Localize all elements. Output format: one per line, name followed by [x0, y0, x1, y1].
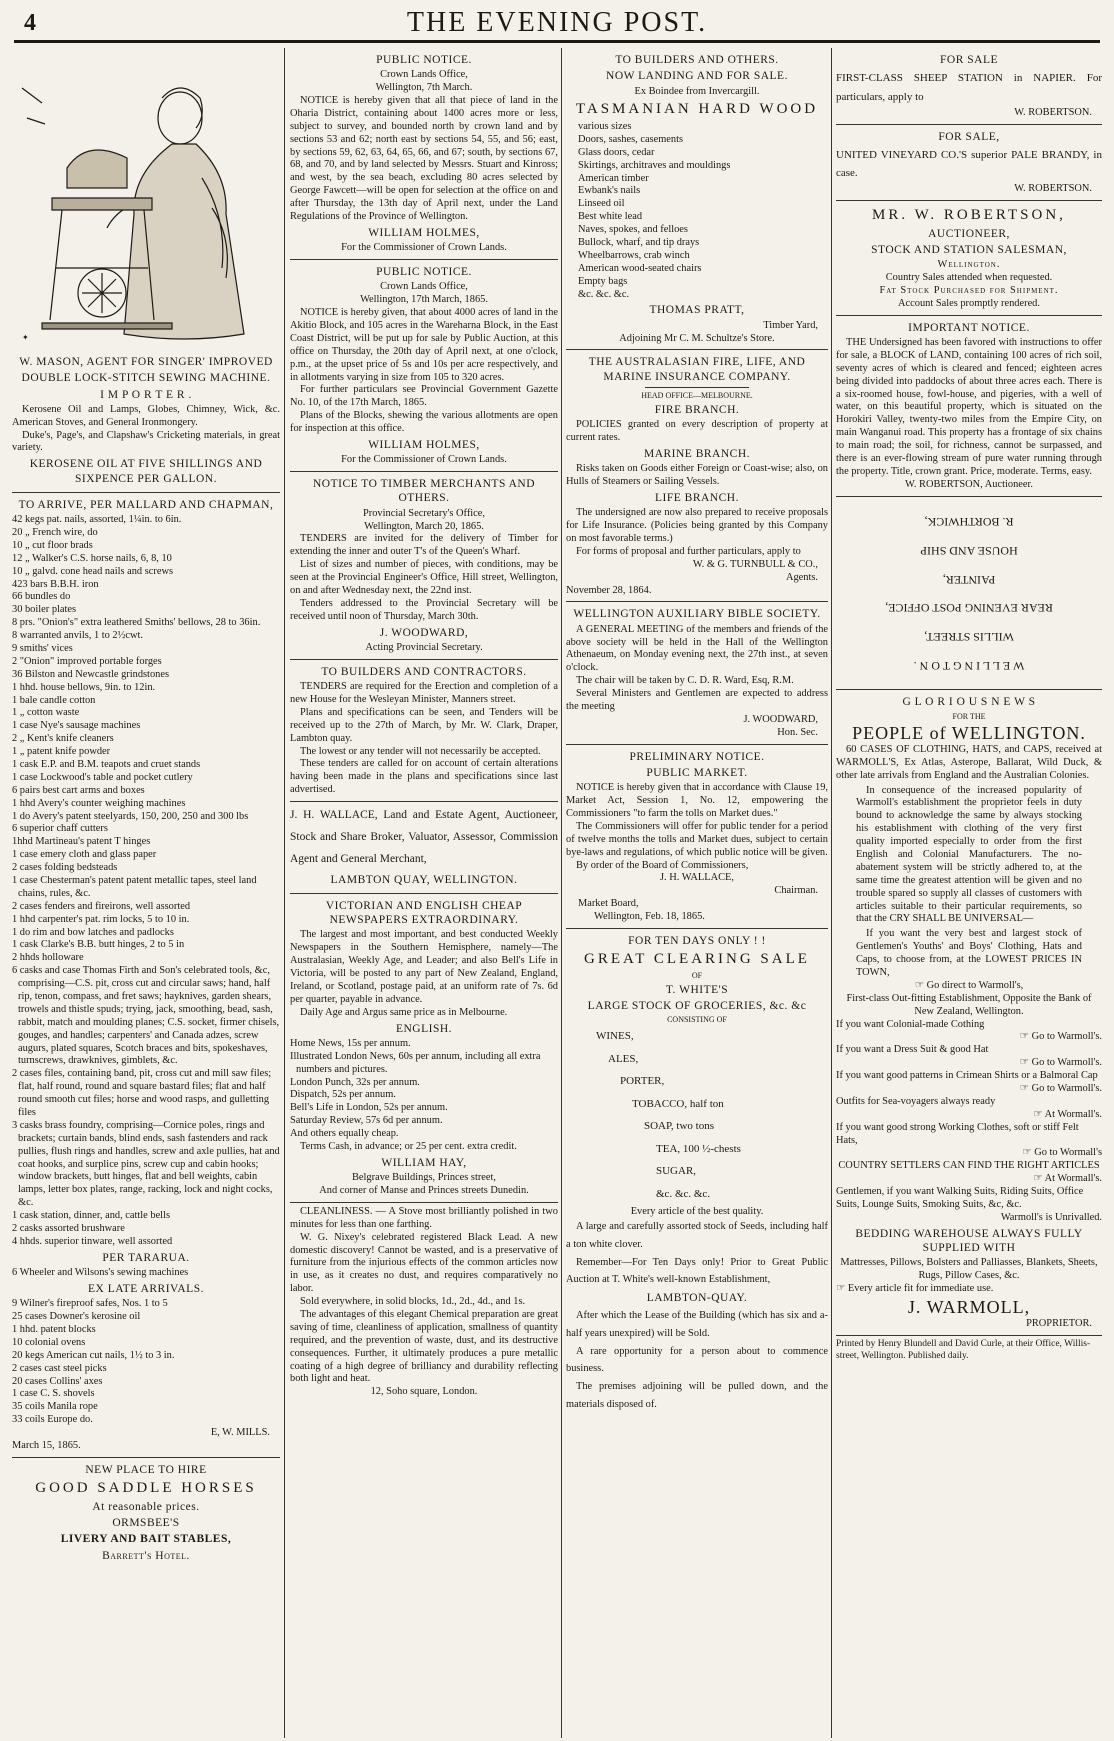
- newspapers-item-list: [290, 1038, 558, 1141]
- mills-item-list-3: [12, 1298, 280, 1427]
- mills-item: 35 coils Manila rope: [12, 1401, 98, 1413]
- separator: [645, 387, 750, 388]
- pratt-item: Wheelbarrows, crab winch: [578, 249, 690, 261]
- white-big: GREAT CLEARING SALE: [584, 951, 810, 968]
- white-head: FOR TEN DAYS ONLY ! !: [628, 935, 766, 947]
- sewing-machine-engraving: [12, 48, 280, 346]
- pratt-item: various sizes: [578, 120, 632, 132]
- borthwick-line: R. BORTHWICK,: [924, 514, 1014, 529]
- pratt-item: Doors, sashes, casements: [578, 133, 684, 145]
- mills-item: 1 do Avery's patent steelyards, 150, 200, 250 and 300 lbs: [12, 810, 249, 822]
- warmoll-body-3: If you want the very best and largest stock of Gentlemen's Youths' and Boys' Clothing, Hats and Caps, to choose from, at the LOWEST PRICES IN TOWN,: [856, 928, 1082, 979]
- mills-item: 2 „ Kent's knife cleaners: [12, 733, 114, 745]
- ad-wallace: [290, 802, 558, 894]
- notice2-head: PUBLIC NOTICE.: [376, 266, 472, 279]
- market-place: Market Board,: [578, 898, 639, 910]
- mills-item: 1 case Lockwood's table and pocket cutlery: [12, 771, 193, 783]
- robertson-body-3: Account Sales promptly rendered.: [898, 297, 1040, 309]
- sale2-signature: W. ROBERTSON.: [1014, 183, 1092, 195]
- market-sub: PUBLIC MARKET.: [646, 766, 748, 779]
- borthwick-line: WILLIS STREET,: [924, 629, 1014, 644]
- newspapers-body-2: Daily Age and Argus same price as in Melbourne.: [300, 1006, 508, 1018]
- builders-body-4: These tenders are called for on account of certain alterations having been made in the plans and specifications since last advertised.: [290, 758, 558, 796]
- mills-item: 36 Bilston and Newcastle grindstones: [12, 668, 169, 680]
- pratt-item: Skirtings, architraves and mouldings: [578, 159, 731, 171]
- mills-item: 20 kegs American cut nails, 1½ to 3 in.: [12, 1349, 175, 1361]
- notice2-signature-title: For the Commissioner of Crown Lands.: [341, 454, 507, 466]
- newspapers-address-2: And corner of Manse and Princes streets Dunedin.: [319, 1185, 529, 1196]
- mills-item: 1 hhd. house bellows, 9in. to 12in.: [12, 681, 156, 693]
- mills-item: 9 Wilner's fireproof safes, Nos. 1 to 5: [12, 1298, 168, 1310]
- mills-item: 6 Wheeler and Wilsons's sewing machines: [12, 1267, 189, 1279]
- pratt-item-list: [566, 121, 828, 301]
- cleanliness-body: CLEANLINESS. — A Stove most brilliantly polished in two minutes for less than one farthing.: [290, 1205, 558, 1230]
- mills-item: 1 hhd. patent blocks: [12, 1324, 96, 1335]
- pratt-item: Ewbank's nails: [578, 185, 641, 197]
- insurance-signature-title: Agents.: [785, 571, 818, 583]
- ad-stables: [12, 1458, 280, 1569]
- pratt-sub: NOW LANDING AND FOR SALE.: [606, 70, 788, 83]
- warmoll-go-6: ☞ Go to Wormall's: [836, 1147, 1102, 1160]
- insurance-body: POLICIES granted on every description of property at current rates.: [566, 419, 828, 444]
- cleanliness-body-3: Sold everywhere, in solid blocks, 1d., 2d., 4d., and 1s.: [300, 1296, 526, 1308]
- warmoll-go-4: ☞ Go to Warmoll's.: [836, 1083, 1102, 1096]
- mills-item-list-2: [12, 1267, 280, 1280]
- ad-sale-sheep-station: [836, 48, 1102, 125]
- white-sub: LARGE STOCK OF GROCERIES, &c. &c: [587, 1000, 807, 1012]
- stables-tag: LIVERY AND BAIT STABLES,: [60, 1533, 232, 1546]
- insurance-date: November 28, 1864.: [566, 584, 652, 596]
- warmoll-signature: J. WARMOLL,: [907, 1297, 1031, 1317]
- column-rule: [284, 48, 285, 1738]
- mills-item: 2 cases folding bedsteads: [12, 862, 118, 874]
- market-body-2: The Commissioners will offer for public tender for a period of twelve months the tolls and Market dues, subject to certain bye-laws and regulations, of which public notice will be given.: [566, 820, 828, 858]
- warmoll-go-3: ☞ Go to Warmoll's.: [836, 1057, 1102, 1070]
- sewing-machine-illustration: [12, 48, 280, 346]
- mills-item: 2 casks assorted brushware: [12, 1223, 125, 1235]
- builders-body: TENDERS are required for the Erection and completion of a new House for the Wesleyan Minister, Manners street.: [290, 681, 558, 705]
- builders-body-3: The lowest or any tender will not necessarily be accepted.: [300, 745, 541, 757]
- stables-big: GOOD SADDLE HORSES: [35, 1480, 257, 1497]
- mills-item: 8 warranted anvils, 1 to 2½cwt.: [12, 630, 144, 642]
- pratt-signature: THOMAS PRATT,: [649, 304, 745, 317]
- white-item: ALES,: [608, 1052, 639, 1065]
- warmoll-go-7: ☞ At Wormall's.: [836, 1173, 1102, 1186]
- mills-item: 10 „ galvd. cone head nails and screws: [12, 565, 173, 577]
- notice1-date: Wellington, 7th March.: [375, 82, 473, 94]
- mills-item: 6 superior chaff cutters: [12, 823, 108, 835]
- white-body-3: Remember—For Ten Days only! Prior to Great Public Auction at T. White's well-known Establishment,: [566, 1256, 828, 1286]
- newspapers-item: Saturday Review, 57s 6d per annum.: [290, 1115, 443, 1127]
- important-head: IMPORTANT NOTICE.: [908, 321, 1030, 334]
- insurance-marine: MARINE BRANCH.: [643, 447, 751, 460]
- sale2-body: UNITED VINEYARD CO.'S superior PALE BRANDY, in case.: [836, 148, 1102, 180]
- engraver-mark: ✦: [22, 333, 29, 342]
- pratt-item: Empty bags: [578, 275, 628, 287]
- mills-item: 12 „ Walker's C.S. horse nails, 6, 8, 10: [12, 552, 172, 564]
- pratt-big: TASMANIAN HARD WOOD: [575, 101, 819, 118]
- stables-head: NEW PLACE TO HIRE: [85, 1463, 207, 1476]
- warmoll-body-10: COUNTRY SETTLERS CAN FIND THE RIGHT ARTICLES: [838, 1160, 1100, 1172]
- market-signature-title: Chairman.: [774, 885, 818, 897]
- mills-signature: E, W. MILLS.: [210, 1427, 270, 1439]
- mills-item: 1 cask station, dinner, and, cattle bells: [12, 1210, 170, 1222]
- timber-office: Provincial Secretary's Office,: [363, 507, 485, 519]
- sale1-head: FOR SALE: [940, 54, 998, 66]
- insurance-signature: W. & G. TURNBULL & CO.,: [692, 558, 818, 570]
- warmoll-go-5: ☞ At Wormall's.: [836, 1109, 1102, 1122]
- borthwick-line: W E L L I N G T O N .: [913, 658, 1025, 673]
- ad-sale-brandy: [836, 125, 1102, 202]
- mills-date: March 15, 1865.: [12, 1440, 81, 1452]
- ad-timber: [290, 472, 558, 660]
- ad-cleanliness: [290, 1203, 558, 1403]
- bible-body: A GENERAL MEETING of the members and friends of the above society will be held in the Hall of the Wellington Athenaeum, on Monday evening next, the 27th inst., at seven o'clock.: [566, 623, 828, 674]
- robertson-body: Country Sales attended when requested.: [885, 272, 1053, 284]
- warmoll-big: PEOPLE of WELLINGTON.: [852, 722, 1086, 743]
- newspapers-item: Illustrated London News, 60s per annum, including all extra numbers and pictures.: [290, 1050, 541, 1075]
- market-date: Wellington, Feb. 18, 1865.: [594, 911, 705, 923]
- pratt-signature-title: Timber Yard,: [763, 319, 818, 331]
- ad-robertson: [836, 201, 1102, 316]
- pratt-item: American timber: [578, 172, 649, 184]
- notice1-signature-title: For the Commissioner of Crown Lands.: [341, 242, 507, 254]
- white-item: SUGAR,: [656, 1165, 697, 1178]
- mills-sub-tararua: PER TARARUA.: [102, 1251, 190, 1264]
- mills-item: 9 smiths' vices: [12, 642, 73, 654]
- warmoll-body-12: Warmoll's is Unrivalled.: [1000, 1211, 1102, 1223]
- white-body: Every article of the best quality.: [630, 1205, 764, 1217]
- timber-date: Wellington, March 20, 1865.: [364, 520, 484, 532]
- mills-item: 1 case Nye's sausage machines: [12, 720, 141, 732]
- notice1-body: NOTICE is hereby given that all that piece of land in the Oharia District, containing about 1400 acres more or less, subject to survey, and bounded north by crown land and by sections 53 and 62; north east by sections 54, 55, and 56; east, by sections 59, 62, 63, 64, 65, 66, and 67; south, by sections 67, 68, and 70, and by land selected by Messrs. Stuart and Kinross; and west, by the sea beach, excluding 80 acres selected by George Fawcett—will be open for selection at the office on and after Thursday, the 13th day of April next, under the Land Regulations of the Province of Wellington.: [290, 95, 558, 223]
- newspapers-item: Bell's Life in London, 52s per annum.: [290, 1102, 448, 1114]
- ad-important-notice: [836, 316, 1102, 497]
- mills-item-list: [12, 514, 280, 1249]
- wallace-place: LAMBTON QUAY, WELLINGTON.: [330, 873, 518, 886]
- mills-item: 423 bars B.B.H. iron: [12, 578, 99, 590]
- mills-item: 1 case emery cloth and glass paper: [12, 849, 157, 861]
- warmoll-body-5: If you want Colonial-made Cothing: [836, 1018, 985, 1030]
- mills-item: 42 kegs pat. nails, assorted, 1¼in. to 6in.: [12, 514, 182, 526]
- newspapers-item: And others equally cheap.: [290, 1128, 399, 1140]
- borthwick-inverted-text: [836, 507, 1102, 680]
- notice2-date: Wellington, 17th March, 1865.: [360, 294, 488, 306]
- ad-pratt: [566, 48, 828, 350]
- white-item: TEA, 100 ½-chests: [656, 1142, 741, 1155]
- mills-item: 8 prs. "Onion's" extra leathered Smiths' bellows, 28 to 36in.: [12, 617, 261, 629]
- builders-head: TO BUILDERS AND CONTRACTORS.: [321, 665, 527, 678]
- insurance-body-2: Risks taken on Goods either Foreign or Coast-wise; also, on Hulls of Steamers or Sailing Vessels.: [566, 463, 828, 488]
- notice2-body: NOTICE is hereby given, that about 4000 acres of land in the Akitio Block, and 105 acres in the Wareharna Block, in the East Coast District, will be put up for sale by Public Auction, at this office on Thursday, the 20th day of April next, at one o'clock, p.m., at the upset price of 5s and 10s per acre respectively, and in allotments varying in size from 105 to 320 acres.: [290, 307, 558, 383]
- bible-signature-title: Hon. Sec.: [777, 726, 818, 738]
- white-item: WINES,: [596, 1030, 634, 1043]
- mills-sub-arrivals: EX LATE ARRIVALS.: [88, 1282, 204, 1295]
- mills-item: 10 colonial ovens: [12, 1336, 86, 1348]
- mills-item: 1 bale candle cotton: [12, 694, 96, 706]
- warmoll-body-7: If you want good patterns in Crimean Shirts or a Balmoral Cap: [836, 1070, 1098, 1082]
- warmoll-head: G L O R I O U S N E W S: [902, 696, 1036, 709]
- mason-body: Kerosene Oil and Lamps, Globes, Chimney, Wick, &c. American Stoves, and General Ironmongery.: [12, 403, 280, 428]
- notice1-office: Crown Lands Office,: [380, 69, 468, 81]
- insurance-life: LIFE BRANCH.: [655, 491, 739, 504]
- masthead: [14, 6, 1100, 43]
- mills-item: 10 „ cut floor brads: [12, 539, 93, 551]
- white-item: TOBACCO, half ton: [632, 1097, 724, 1110]
- pratt-item: &c. &c. &c.: [578, 288, 630, 300]
- white-item: PORTER,: [620, 1075, 665, 1088]
- newspapers-body: The largest and most important, and best conducted Weekly Newspapers in the Southern Hemisphere, namely—The Australasian, Weekly Age, and Leader; and also Bell's Life in Victoria, will be posted to any part of New Zealand, England, Ireland, or Scotland, postage paid, at an uniform rate of 7s. 6d per quarter, payable in advance.: [290, 929, 558, 1005]
- white-of: OF: [691, 970, 703, 980]
- white-consisting: CONSISTING OF: [667, 1015, 727, 1025]
- bible-body-2: The chair will be taken by C. D. R. Ward, Esq, R.M.: [576, 675, 794, 687]
- warmoll-body-9: If you want good strong Working Clothes, soft or stiff Felt Hats,: [836, 1121, 1079, 1146]
- insurance-body-3: The undersigned are now also prepared to receive proposals for Life Insurance. (Policies being granted by this Company on most favorable terms.): [566, 507, 828, 544]
- notice1-head: PUBLIC NOTICE.: [376, 54, 472, 66]
- mills-item: 1 hhd carpenter's pat. rim locks, 5 to 10 in.: [12, 913, 190, 925]
- imprint: [836, 1336, 1102, 1367]
- timber-body-3: Tenders addressed to the Provincial Secretary will be received until noon of Thursday, March 30th.: [290, 597, 558, 622]
- timber-head: NOTICE TO TIMBER MERCHANTS AND OTHERS.: [312, 478, 536, 505]
- mills-item: 3 casks brass foundry, comprising—Cornice poles, rings and brackets; curtain bands, blind ends, sash fastenders and rack pullies, flush rings and handles, screw and axle pullies, hat and coat hooks, and surplice pins, screw cup and cabin hooks; window brackets, butt hinges, flat and bell weights, cabin lamps, letter box plates, range, racking, lock and night cocks, &c.: [12, 1119, 280, 1209]
- robertson-sub: AUCTIONEER,: [928, 227, 1010, 240]
- pratt-item: Linseed oil: [578, 198, 625, 210]
- mills-item: 1 „ cotton waste: [12, 707, 80, 719]
- column-rule: [561, 48, 562, 1738]
- mills-item: 1 case Chesterman's patent patent metallic tapes, steel land chains, rules, &c.: [12, 875, 257, 899]
- newspaper-title: THE EVENING POST.: [406, 7, 708, 38]
- mills-item: 1 cask Clarke's B.B. butt hinges, 2 to 5 in: [12, 939, 185, 951]
- white-item: &c. &c. &c.: [656, 1187, 711, 1200]
- pratt-item: Best white lead: [578, 211, 643, 223]
- market-body-3: By order of the Board of Commissioners,: [576, 859, 749, 871]
- insurance-office: HEAD OFFICE—MELBOURNE.: [641, 390, 753, 400]
- borthwick-line: HOUSE AND SHIP: [920, 543, 1018, 558]
- warmoll-go-1: ☞ Go direct to Warmoll's,: [836, 980, 1102, 993]
- newspapers-sub: ENGLISH.: [395, 1022, 453, 1035]
- ad-public-notice-1: [290, 48, 558, 260]
- ad-mason: [12, 350, 280, 493]
- mills-item: 2 cases cast steel picks: [12, 1362, 107, 1374]
- mills-item: 6 casks and case Thomas Firth and Son's celebrated tools, &c, comprising—C.S. pit, cross cut and circular saws; hand, half rip, tenon, compass, and fret saws; hayknives, garden shears, trowels and thistle spuds; trying, jack, smoothing, bead, sash, rabbit, match and moulding planes; C.S. socket, firmer chisels, gouges, and handles; carpenters' and Canada adzes, screw augurs, plated squares, Scotch braces and bits, spokeshaves, turnscrews, drawknives, gimblets, &c.: [12, 965, 280, 1067]
- mills-item: 1hhd Martineau's patent T hinges: [12, 836, 151, 848]
- ad-insurance: [566, 350, 828, 602]
- cleanliness-body-4: The advantages of this elegant Chemical preparation are great saving of time, cleanliness of application, smallness of quantity required, and the prevention of waste, dust, and its destructive consequences. Further, it ultimately produces a pure metallic coating of a high degree of brilliancy and durability reflecting both light and heat.: [290, 1309, 558, 1385]
- mills-item: 30 boiler plates: [12, 604, 77, 616]
- warmoll-body-4: First-class Out-fitting Establishment, Opposite the Bank of New Zealand, Wellington.: [846, 992, 1092, 1017]
- mills-item: 2 "Onion" improved portable forges: [12, 655, 162, 667]
- market-head: PRELIMINARY NOTICE.: [629, 750, 765, 763]
- mills-item: 25 cases Downer's kerosine oil: [12, 1311, 141, 1323]
- ad-newspapers: [290, 894, 558, 1203]
- notice1-signature: WILLIAM HOLMES,: [368, 226, 480, 239]
- warmoll-body-2: In consequence of the increased popularity of Warmoll's establishment the proprietor feels in duty bound to acknowledge the same by always stocking his establishment with clothing of the very first quality imported especially to order from the first English and Colonial Manufacturers. The no-abatement system will be strictly adhered to, at the same time the greatest attention will be given and no trouble spared so supply all classes of customers with articles suitable to their particular requirements, so that the CRY SHALL BE UNIVERSAL—: [856, 784, 1082, 925]
- pratt-item: Bullock, wharf, and tip drays: [578, 237, 700, 248]
- page-number: 4: [24, 10, 36, 36]
- newspapers-item: London Punch, 32s per annum.: [290, 1076, 420, 1088]
- mills-item: 6 pairs best cart arms and boxes: [12, 784, 145, 796]
- timber-body-2: List of sizes and number of pieces, with conditions, may be seen at the Provincial Engineer's Office, Hill street, Wellington, on and after Wednesday next, the 22nd inst.: [290, 559, 558, 596]
- warmoll-body-11: Gentlemen, if you want Walking Suits, Riding Suits, Office Suits, Lounge Suits, Smoking Suits, &c, &c.: [836, 1186, 1084, 1211]
- warmoll-body-6: If you want a Dress Suit & good Hat: [836, 1044, 989, 1056]
- robertson-place: Wellington.: [937, 259, 1001, 271]
- ad-warmoll: [836, 690, 1102, 1336]
- white-place: LAMBTON-QUAY.: [646, 1292, 748, 1305]
- ad-public-market: [566, 745, 828, 929]
- pratt-head: TO BUILDERS AND OTHERS.: [615, 54, 779, 66]
- white-item: SOAP, two tons: [644, 1120, 714, 1133]
- white-item-list: [566, 1025, 828, 1205]
- important-body: THE Undersigned has been favored with instructions to offer for sale, a BLOCK of LAND, containing 100 acres of rich soil, seventy acres of which is cleared and fenced; eighteen acres being divided into paddocks of about three acres each. There is a six-roomed house, fowl-house, and pigeries, with a well of water, on this beautiful property, which is situated on the Horokiri Valley, twenty-two miles from the Empire City, on main Wanganui road. This property has a frontage of six chains to main road; the soil, for richness, cannot be surpassed, and there is an ever-flowing stream of pure water running through the property. Title, crown grant. Price, moderate. Terms, easy.: [836, 336, 1102, 477]
- important-signature: W. ROBERTSON, Auctioneer.: [904, 478, 1033, 490]
- bible-body-3: Several Ministers and Gentlemen are expected to address the meeting: [566, 688, 828, 713]
- ad-builders-contractors: [290, 660, 558, 802]
- stables-name: ORMSBEE'S: [112, 1517, 180, 1529]
- mills-item: 1 case C. S. shovels: [12, 1388, 95, 1400]
- warmoll-body-8: Outfits for Sea-voyagers always ready: [836, 1095, 996, 1107]
- newspapers-signature: WILLIAM HAY,: [381, 1156, 467, 1169]
- newspapers-item: Home News, 15s per annum.: [290, 1037, 411, 1049]
- mason-tag: KEROSENE OIL AT FIVE SHILLINGS AND SIXPENCE PER GALLON.: [29, 458, 263, 485]
- warmoll-go-8: ☞ Every article fit for immediate use.: [836, 1283, 1102, 1296]
- column-2: [290, 48, 558, 1738]
- newspapers-terms: Terms Cash, in advance; or 25 per cent. extra credit.: [300, 1140, 517, 1152]
- pratt-sub-2: Ex Boindee from Invercargill.: [634, 85, 760, 97]
- mills-item: 2 cases files, containing band, pit, cross cut and mill saw files; flat, half round, round and square bastard files; flat and half round smooth cut files; horse and wood rasps, and gulletting files: [12, 1068, 272, 1119]
- timber-body: TENDERS are invited for the delivery of Timber for extending the inner and outer T's of the Queen's Wharf.: [290, 533, 558, 558]
- robertson-sub-2: STOCK AND STATION SALESMAN,: [871, 243, 1067, 256]
- ad-public-notice-2: [290, 260, 558, 472]
- warmoll-for: FOR THE: [952, 711, 986, 721]
- mason-importer: I M P O R T E R .: [100, 388, 192, 401]
- white-body-5: A rare opportunity for a person about to commence business.: [566, 1345, 828, 1375]
- mills-item: 4 hhds. superior tinware, well assorted: [12, 1235, 173, 1247]
- mills-item: 2 cases fenders and fireirons, well assorted: [12, 900, 191, 912]
- mills-item: 1 do rim and bow latches and padlocks: [12, 926, 174, 938]
- mills-item: 1 cask E.P. and B.M. teapots and cruet stands: [12, 758, 201, 770]
- column-rule: [831, 48, 832, 1738]
- insurance-body-4: For forms of proposal and further particulars, apply to: [576, 545, 801, 557]
- builders-body-2: Plans and specifications can be seen, and Tenders will be received up to the 27th of March, by Mr. W. Clark, Draper, Lambton quay.: [290, 706, 558, 744]
- column-3: [566, 48, 828, 1738]
- ad-borthwick-inverted: [836, 497, 1102, 691]
- mason-sub: DOUBLE LOCK-STITCH SEWING MACHINE.: [21, 372, 271, 385]
- notice2-office: Crown Lands Office,: [380, 281, 468, 293]
- notice2-body-3: Plans of the Blocks, shewing the various allotments are open for inspection at this office.: [290, 410, 558, 435]
- column-1: [12, 48, 280, 1738]
- cleanliness-body-2: W. G. Nixey's celebrated registered Black Lead. A new domestic discovery! Cannot be wasted, and is a preservative of furniture from the injurious effects of the common articles now in use, as it creates no dust, and requires comparatively no labor.: [290, 1231, 558, 1295]
- warmoll-body: 60 CASES OF CLOTHING, HATS, and CAPS, received at WARMOLL'S, Ex Atlas, Asterope, Ballarat, Wild Duck, & other late arrivals from England and the Australian Colonies.: [836, 743, 1102, 781]
- mills-item: 20 cases Collins' axes: [12, 1375, 103, 1387]
- white-body-4: After which the Lease of the Building (which has six and a-half years unexpired) will be Sold.: [566, 1310, 828, 1340]
- sale1-signature: W. ROBERTSON.: [1014, 106, 1092, 118]
- newspapers-head: VICTORIAN AND ENGLISH CHEAP NEWSPAPERS EXTRAORDINARY.: [325, 899, 523, 927]
- mills-item: 33 coils Europe do.: [12, 1414, 93, 1426]
- pratt-item: American wood-seated chairs: [578, 262, 702, 274]
- newspapers-item: Dispatch, 52s per annum.: [290, 1089, 396, 1101]
- stables-place: Barrett's Hotel.: [102, 1549, 190, 1562]
- mason-name: W. MASON, AGENT FOR SINGER' IMPROVED: [19, 356, 273, 368]
- warmoll-go-2: ☞ Go to Warmoll's.: [836, 1031, 1102, 1044]
- mills-item: 1 „ patent knife powder: [12, 746, 111, 758]
- bible-head: WELLINGTON AUXILIARY BIBLE SOCIETY.: [573, 608, 821, 621]
- white-name: T. WHITE'S: [665, 983, 729, 996]
- ad-white-clearing-sale: [566, 929, 828, 1418]
- pratt-address: Adjoining Mr C. M. Schultze's Store.: [619, 332, 775, 344]
- imprint-text: Printed by Henry Blundell and David Curle, at their Office, Willis-street, Wellington. Published daily.: [836, 1339, 1091, 1361]
- stables-sub: At reasonable prices.: [92, 1500, 200, 1513]
- timber-signature-title: Acting Provincial Secretary.: [365, 641, 483, 653]
- mills-item: 20 „ French wire, do: [12, 526, 98, 538]
- wallace-body: J. H. WALLACE, Land and Estate Agent, Auctioneer, Stock and Share Broker, Valuator, Assessor, Commission Agent and General Merchant,: [290, 809, 558, 865]
- insurance-head: THE AUSTRALASIAN FIRE, LIFE, AND MARINE INSURANCE COMPANY.: [588, 356, 806, 383]
- bible-signature: J. WOODWARD,: [743, 713, 818, 725]
- market-body: NOTICE is hereby given that in accordance with Clause 19, Market Act, Session 1, No. 12, empowering the Commissioners "to farm the tolls on Market dues.": [566, 782, 828, 819]
- sale2-head: FOR SALE,: [938, 130, 1000, 143]
- mills-head: TO ARRIVE, PER MALLARD AND CHAPMAN,: [18, 498, 274, 511]
- market-signature: J. H. WALLACE,: [660, 872, 734, 884]
- sale1-body: FIRST-CLASS SHEEP STATION in NAPIER. For particulars, apply to: [836, 72, 1102, 103]
- notice2-body-2: For further particulars see Provincial Government Gazette No. 10, of the 17th March, 1865.: [290, 384, 558, 409]
- mills-item: 66 bundles do: [12, 591, 71, 603]
- cleanliness-address: 12, Soho square, London.: [370, 1386, 478, 1398]
- warmoll-body-13: BEDDING WAREHOUSE ALWAYS FULLY SUPPLIED WITH: [855, 1227, 1083, 1255]
- borthwick-line: PAINTER,: [942, 572, 996, 587]
- warmoll-body-14: Mattresses, Pillows, Bolsters and Palliasses, Blankets, Sheets, Rugs, Pillow Cases, &c.: [840, 1257, 1098, 1282]
- mills-item: 2 hhds holloware: [12, 952, 84, 964]
- pratt-item: Glass doors, cedar: [578, 146, 655, 158]
- notice2-signature: WILLIAM HOLMES,: [368, 439, 480, 452]
- timber-signature: J. WOODWARD,: [379, 626, 469, 639]
- pratt-item: Naves, spokes, and felloes: [578, 224, 688, 236]
- column-4: [836, 48, 1102, 1738]
- insurance-fire: FIRE BRANCH.: [654, 403, 740, 416]
- robertson-name: MR. W. ROBERTSON,: [872, 207, 1066, 224]
- mills-item: 1 hhd Avery's counter weighing machines: [12, 797, 186, 809]
- warmoll-signature-title: PROPRIETOR.: [1026, 1318, 1092, 1330]
- white-body-2: A large and carefully assorted stock of Seeds, including half a ton white clover.: [566, 1221, 828, 1251]
- ad-bible-society: [566, 602, 828, 744]
- newspapers-address: Belgrave Buildings, Princes street,: [352, 1172, 496, 1184]
- borthwick-line: REAR EVENING POST OFFICE,: [885, 600, 1053, 615]
- mason-body-2: Duke's, Page's, and Clapshaw's Cricketing materials, in great variety.: [12, 429, 280, 454]
- robertson-body-2: Fat Stock Purchased for Shipment.: [879, 284, 1059, 296]
- white-body-6: The premises adjoining will be pulled down, and the materials disposed of.: [566, 1381, 828, 1410]
- ad-mills: [12, 493, 280, 1458]
